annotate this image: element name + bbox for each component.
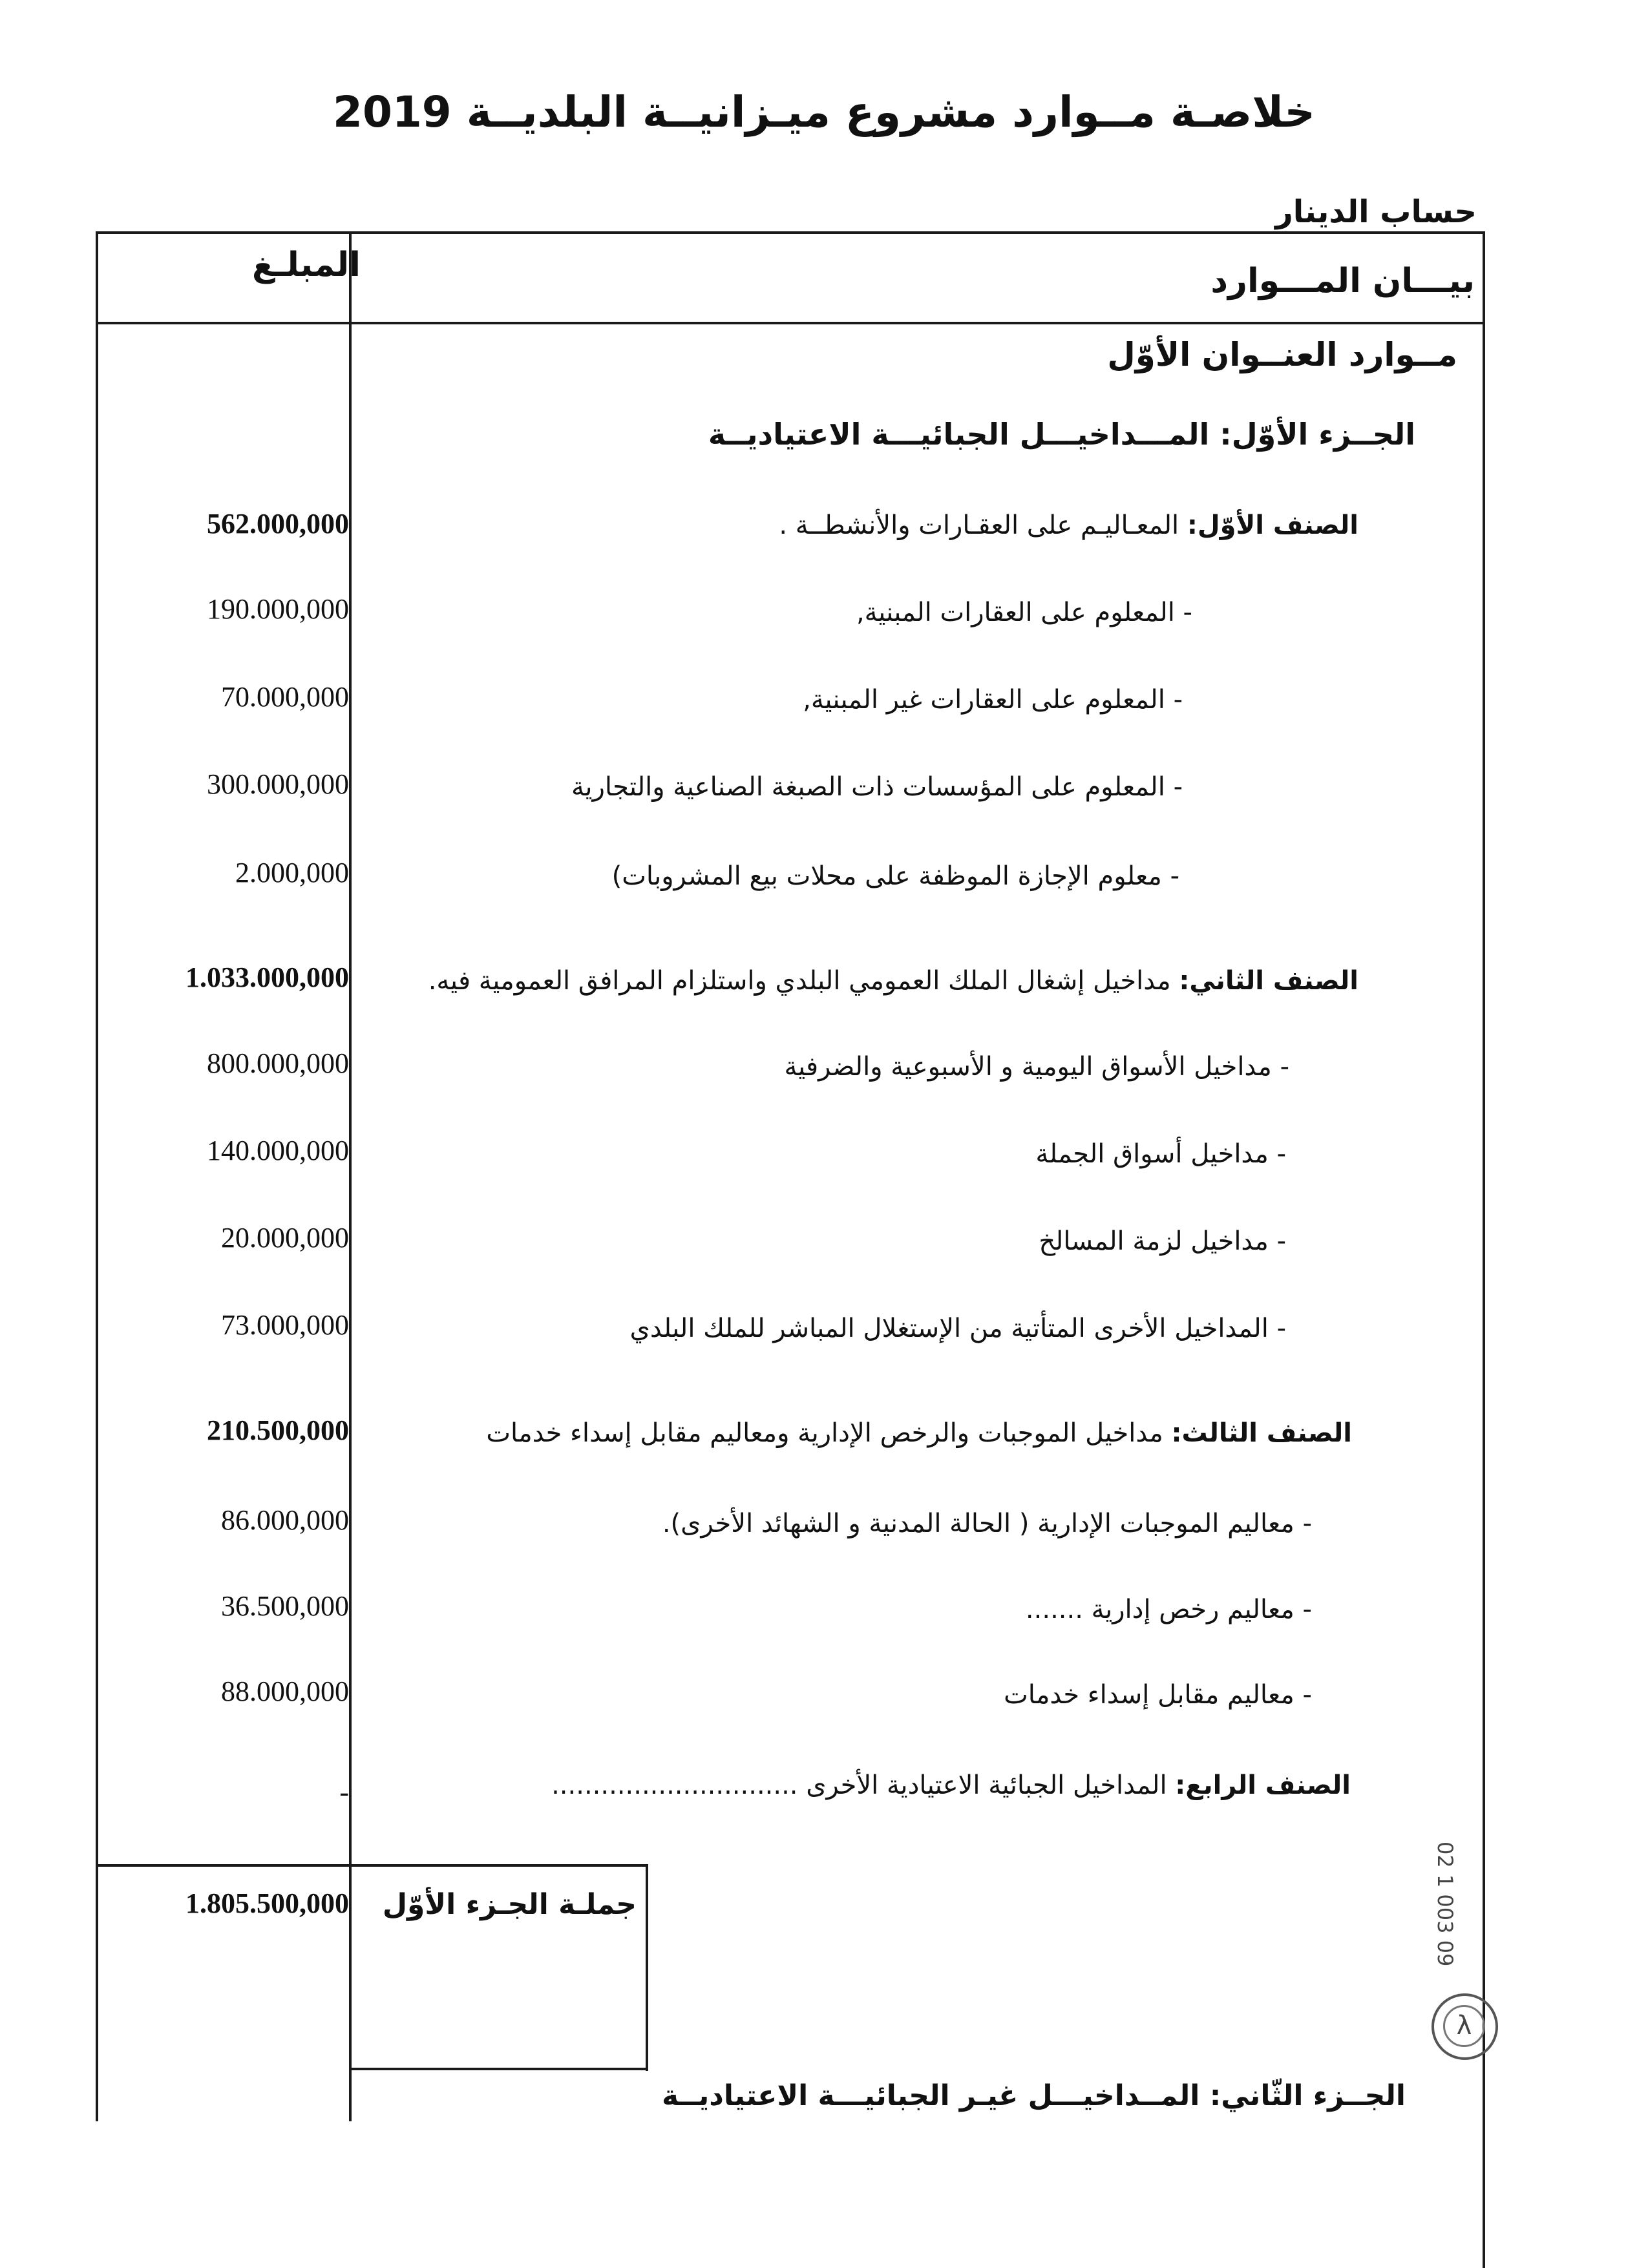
list-item-amount: 36.500,000: [221, 1590, 349, 1622]
list-item: - مداخيل الأسواق اليومية و الأسبوعية والضرفية: [784, 1052, 1289, 1082]
list-item: - معاليم مقابل إسداء خدمات: [1004, 1680, 1312, 1710]
list-item-amount: 20.000,000: [221, 1222, 349, 1254]
page-title: خلاصـة مــوارد مشروع ميـزانيــة البلديــة 2019: [333, 87, 1315, 137]
category-1: الصنف الأوّل: المعـاليـم على العقـارات والأنشطــة .: [779, 510, 1358, 540]
category-3-amount: 210.500,000: [207, 1414, 349, 1446]
table-right-border: [1483, 231, 1485, 2268]
list-item-amount: 140.000,000: [207, 1135, 349, 1166]
total-amount: 1.805.500,000: [185, 1887, 349, 1919]
category-2-amount: 1.033.000,000: [185, 961, 349, 993]
seal-stamp-icon: λ: [1431, 1993, 1498, 2060]
category-4: الصنف الرابع: المداخيل الجبائية الاعتيادية الأخرى ..............................: [551, 1770, 1351, 1800]
part2-heading: الجــزء الثّاني: المــداخيـــل غيـر الجبائيـــة الاعتياديــة: [661, 2079, 1406, 2112]
total-box-bottom: [349, 2068, 648, 2070]
list-item: - المعلوم على العقارات غير المبنية,: [803, 685, 1183, 715]
header-description: بيـــان المـــوارد: [1210, 262, 1475, 300]
list-item-amount: 70.000,000: [221, 681, 349, 713]
list-item-amount: 2.000,000: [235, 857, 349, 888]
list-item-amount: 800.000,000: [207, 1047, 349, 1079]
list-item-amount: 73.000,000: [221, 1309, 349, 1341]
total-label: جملـة الجـزء الأوّل: [382, 1888, 637, 1921]
category-4-amount: -: [339, 1776, 349, 1808]
list-item: - مداخيل أسواق الجملة: [1035, 1139, 1286, 1169]
list-item: - المعلوم على المؤسسات ذات الصبغة الصناعية والتجارية: [571, 772, 1183, 802]
header-bottom-border: [96, 322, 1485, 324]
list-item: - معاليم رخص إدارية .......: [1025, 1595, 1312, 1624]
list-item-amount: 88.000,000: [221, 1675, 349, 1707]
list-item-amount: 190.000,000: [207, 593, 349, 625]
amount-column-divider: [349, 231, 352, 2121]
list-item-amount: 86.000,000: [221, 1504, 349, 1536]
total-box-top: [96, 1864, 648, 1867]
part1-heading: الجــزء الأوّل: المـــداخيـــل الجبائيـــة الاعتياديــة: [708, 417, 1415, 452]
list-item: - معاليم الموجبات الإدارية ( الحالة المدنية و الشهائد الأخرى).: [662, 1509, 1312, 1538]
total-box-right: [646, 1864, 648, 2071]
category-2: الصنف الثاني: مداخيل إشغال الملك العمومي البلدي واستلزام المرافق العمومية فيه.: [428, 966, 1358, 996]
list-item: - معلوم الإجازة الموظفة على محلات بيع المشروبات): [611, 861, 1179, 891]
title-section-heading: مــوارد العنــوان الأوّل: [1107, 336, 1457, 373]
currency-unit: حساب الدينار: [1275, 194, 1477, 230]
table-top-border: [96, 231, 1485, 234]
category-1-amount: 562.000,000: [207, 508, 349, 540]
list-item: - مداخيل لزمة المسالخ: [1039, 1226, 1286, 1256]
list-item-amount: 300.000,000: [207, 768, 349, 800]
side-stamp-number: 02 1 003 09: [1433, 1842, 1457, 1967]
category-3: الصنف الثالث: مداخيل الموجبات والرخص الإدارية ومعاليم مقابل إسداء خدمات: [486, 1418, 1352, 1448]
list-item: - المداخيل الأخرى المتأتية من الإستغلال المباشر للملك البلدي: [629, 1314, 1286, 1343]
list-item: - المعلوم على العقارات المبنية,: [856, 598, 1192, 627]
header-amount: المبلـغ: [252, 246, 361, 284]
